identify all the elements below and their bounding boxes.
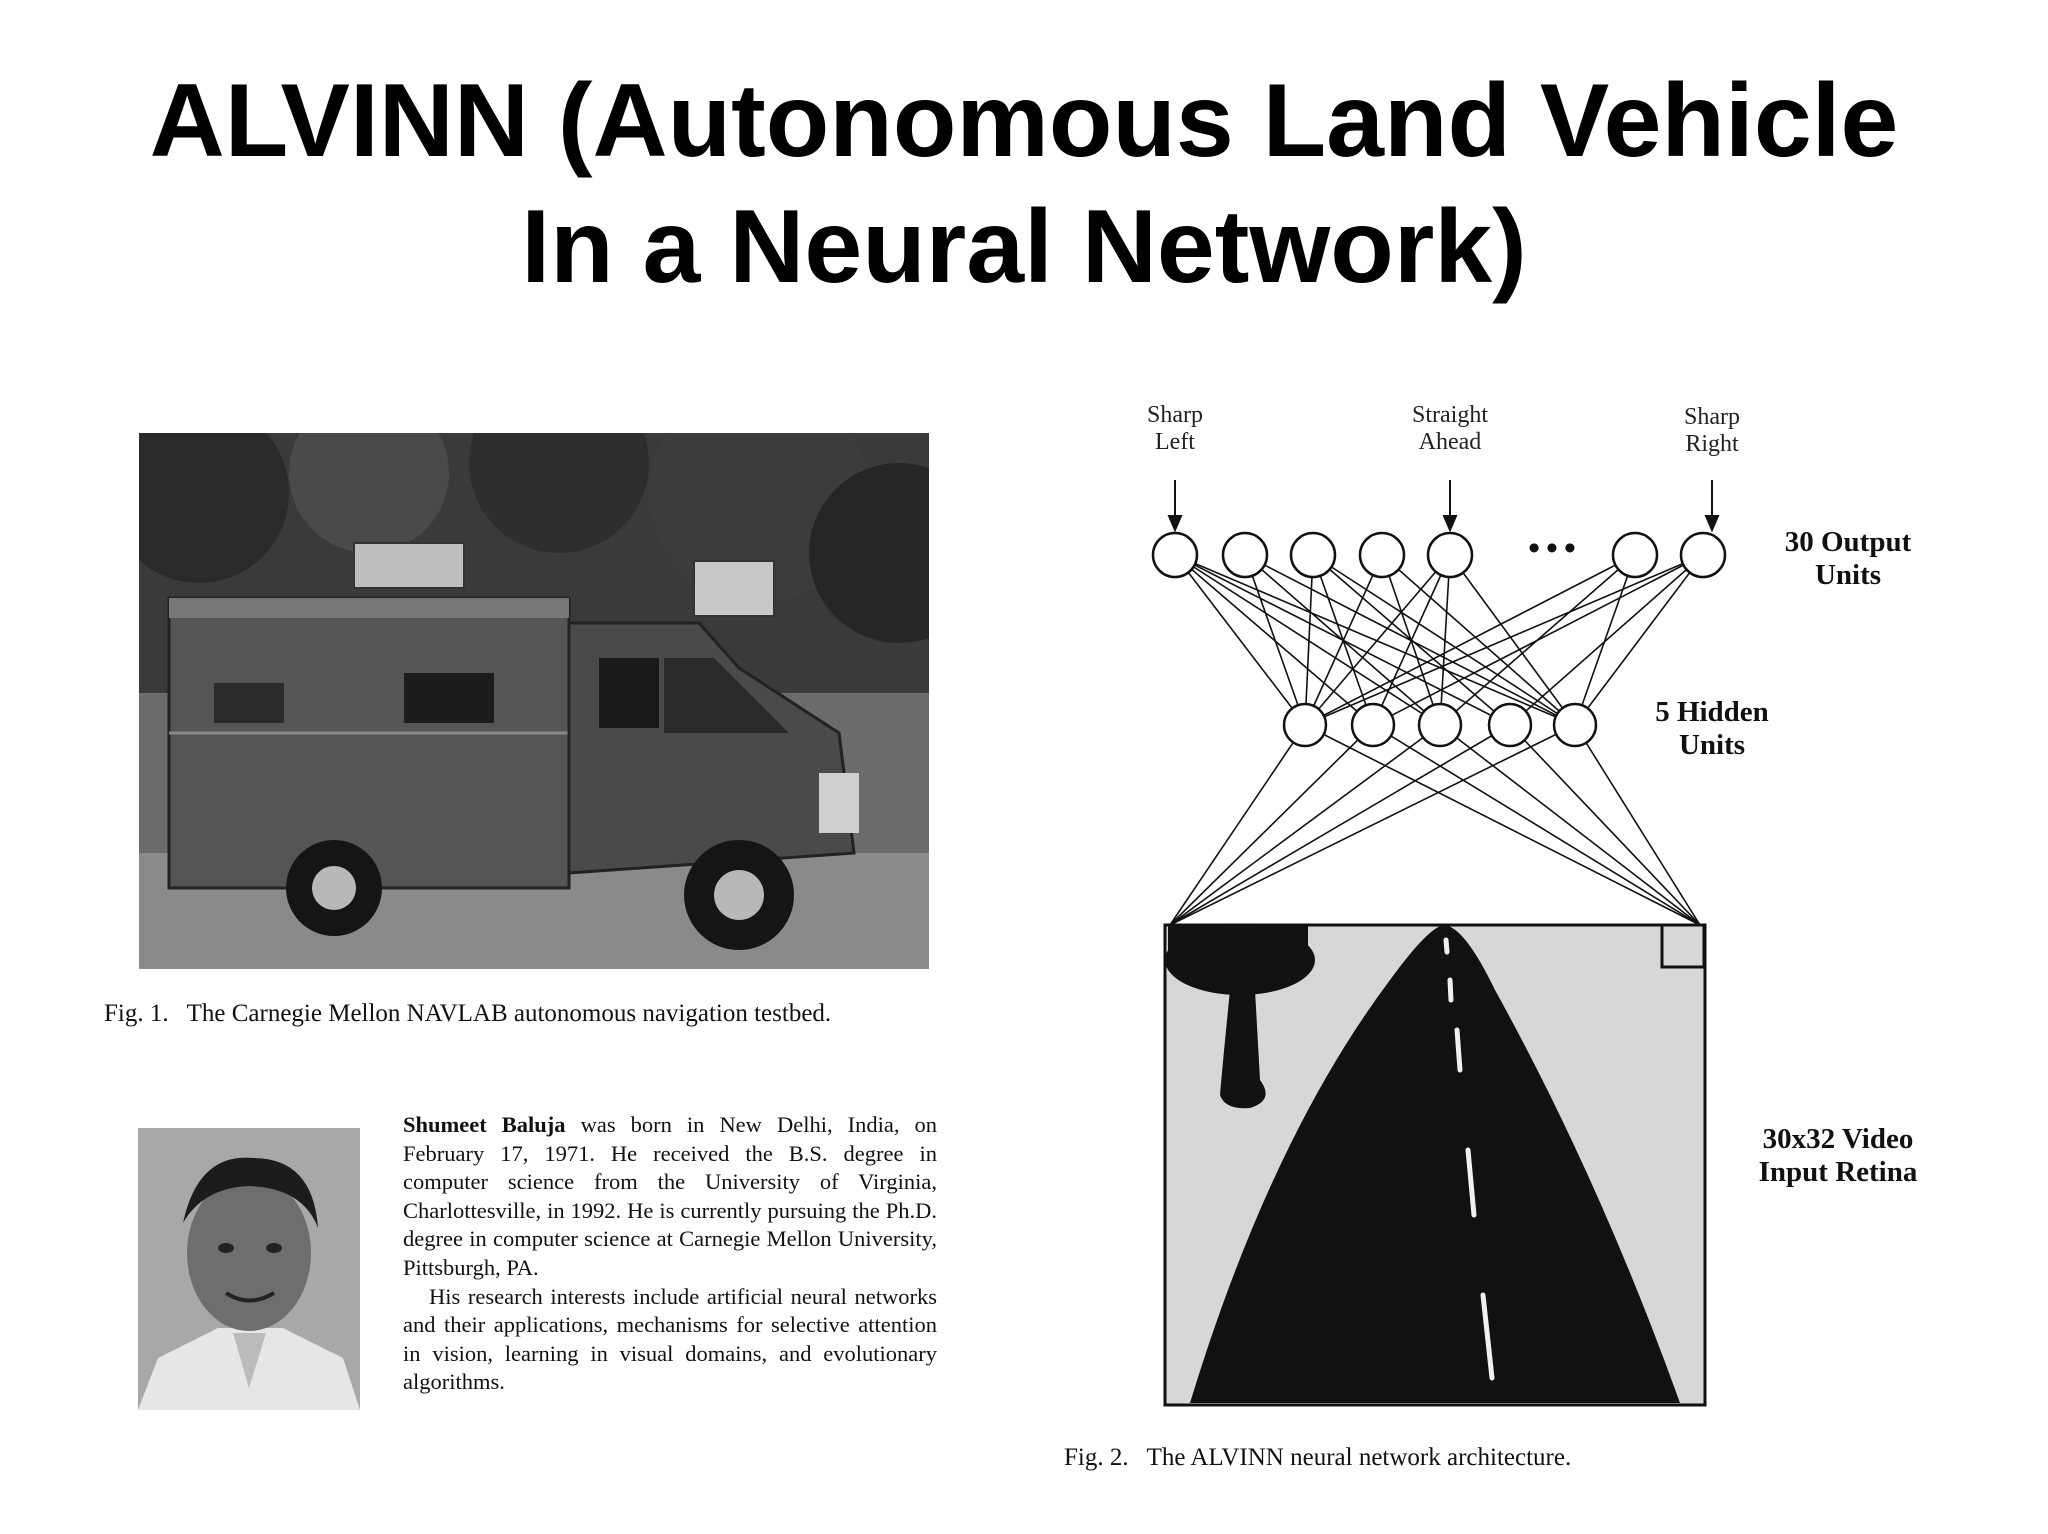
label-sharp-left-text: Sharp Left xyxy=(1147,402,1203,455)
output-ellipsis: ••• xyxy=(1528,530,1582,567)
input-retina xyxy=(1165,925,1705,1405)
label-hidden-units-text: 5 Hidden Units xyxy=(1655,696,1769,761)
bio-paragraph-1 xyxy=(403,1111,937,1283)
bio-name: Shumeet Baluja xyxy=(403,1112,566,1137)
slide-title-line-2: In a Neural Network) xyxy=(521,189,1527,305)
label-sharp-right-text: Sharp Right xyxy=(1684,404,1740,457)
bio-paragraph-2: His research interests include artificial neural networks and their applications, mechanisms for selective attention in vision, learning in visual domains, and evolutionary algorithms. xyxy=(403,1283,937,1395)
label-output-units xyxy=(1758,526,1938,592)
figure-1-caption-text: The Carnegie Mellon NAVLAB autonomous navigation testbed. xyxy=(186,1000,832,1027)
slide-title-line-1: ALVINN (Autonomous Land Vehicle xyxy=(149,63,1899,179)
author-bio xyxy=(403,1111,937,1397)
output-hidden-connections xyxy=(1175,555,1703,725)
hidden-units xyxy=(1284,704,1596,746)
author-portrait xyxy=(138,1128,360,1410)
output-units xyxy=(1153,530,1725,577)
alvinn-network-diagram xyxy=(1040,380,2000,1490)
bio-paragraph-1-text: was born in New Delhi, India, on February 17, 1971. He received the B.S. degree in computer science from the University of Virginia, Charlottesville, in 1992. He is currently pursuing the Ph.D. degree in computer science at Carnegie Mellon University, Pittsburgh, PA. xyxy=(403,1112,937,1280)
figure-2-number: Fig. 2. xyxy=(1064,1444,1129,1471)
figure-1-caption xyxy=(104,1000,831,1028)
steering-arrows xyxy=(1169,480,1718,530)
label-straight-ahead-text: Straight Ahead xyxy=(1412,402,1488,455)
navlab-photo xyxy=(139,433,929,969)
hidden-input-connections xyxy=(1170,725,1700,925)
label-sharp-right xyxy=(1662,404,1762,458)
label-sharp-left xyxy=(1125,402,1225,456)
figure-2-caption-text: The ALVINN neural network architecture. xyxy=(1146,1444,1572,1471)
label-input-retina xyxy=(1738,1123,1938,1189)
figure-1-number: Fig. 1. xyxy=(104,1000,169,1027)
label-input-retina-text: 30x32 Video Input Retina xyxy=(1758,1123,1918,1188)
label-straight-ahead xyxy=(1390,402,1510,456)
label-hidden-units xyxy=(1632,696,1792,762)
figure-2-caption xyxy=(1064,1444,1571,1472)
label-output-units-text: 30 Output Units xyxy=(1784,526,1912,591)
slide-title xyxy=(0,58,2048,310)
